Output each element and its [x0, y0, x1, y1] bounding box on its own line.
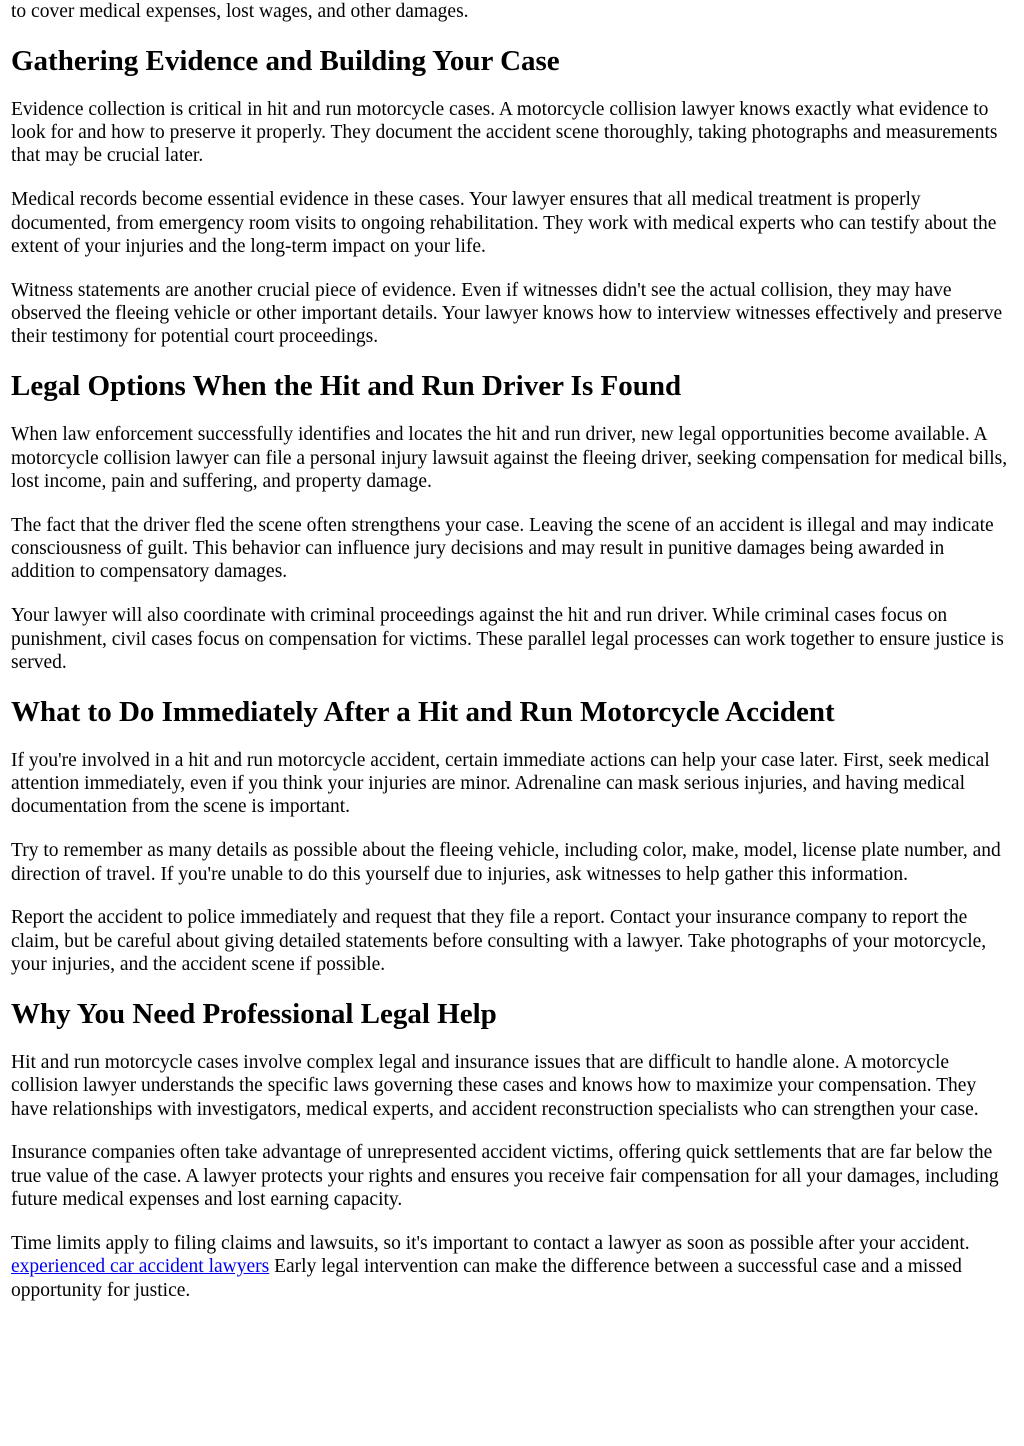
- intro-paragraph-tail: to cover medical expenses, lost wages, and other damages.: [11, 1, 469, 22]
- experienced-car-accident-lawyers-link[interactable]: experienced car accident lawyers: [11, 1256, 270, 1278]
- paragraph: Report the accident to police immediately and request that they file a report. Contact your insurance company to report the claim, but be careful about giving detailed statements before consulting with a lawyer. Take photographs of your motorcycle, your injuries, and the accident scene if possible.: [11, 907, 987, 976]
- heading-why-legal-help: Why You Need Professional Legal Help: [11, 997, 497, 1030]
- paragraph: Insurance companies often take advantage of unrepresented accident victims, offering quick settlements that are far below the true value of the case. A lawyer protects your rights and ensures you receive fair compensation for all your damages, including future medical expenses and lost earning capacity.: [11, 1142, 999, 1211]
- final-paragraph: [11, 1232, 1013, 1302]
- paragraph: Hit and run motorcycle cases involve complex legal and insurance issues that are difficult to handle alone. A motorcycle collision lawyer understands the specific laws governing these cases and knows how to maximize your compensation. They have relationships with investigators, medical experts, and accident reconstruction specialists who can strengthen your case.: [11, 1051, 979, 1120]
- heading-legal-options: Legal Options When the Hit and Run Driver Is Found: [11, 370, 682, 403]
- paragraph: Try to remember as many details as possible about the fleeing vehicle, including color, make, model, license plate number, and direction of travel. If you're unable to do this yourself due to injuries, ask witnesses to help gather this information.: [11, 840, 1001, 885]
- paragraph: The fact that the driver fled the scene often strengthens your case. Leaving the scene of an accident is illegal and may indicate consciousness of guilt. This behavior can influence jury decisions and may result in punitive damages being awarded in addition to compensatory damages.: [11, 514, 994, 583]
- paragraph: Medical records become essential evidence in these cases. Your lawyer ensures that all medical treatment is properly documented, from emergency room visits to ongoing rehabilitation. They work with medical experts who can testify about the extent of your injuries and the long-term impact on your life.: [11, 189, 997, 257]
- paragraph: When law enforcement successfully identifies and locates the hit and run driver, new legal opportunities become available. A motorcycle collision lawyer can file a personal injury lawsuit against the fleeing driver, seeking compensation for medical bills, lost income, pain and suffering, and property damage.: [11, 424, 1008, 492]
- final-paragraph-before-link: Time limits apply to filing claims and lawsuits, so it's important to contact a lawyer as soon as possible after your accident.: [11, 1232, 970, 1254]
- paragraph: Witness statements are another crucial piece of evidence. Even if witnesses didn't see the actual collision, they may have observed the fleeing vehicle or other important details. Your lawyer knows how to interview witnesses effectively and preserve their testimony for potential court proceedings.: [11, 279, 1003, 348]
- paragraph: Your lawyer will also coordinate with criminal proceedings against the hit and run driver. While criminal cases focus on punishment, civil cases focus on compensation for victims. These parallel legal processes can work together to ensure justice is served.: [11, 605, 1004, 673]
- paragraph: If you're involved in a hit and run motorcycle accident, certain immediate actions can help your case later. First, seek medical attention immediately, even if you think your injuries are minor. Adrenaline can mask serious injuries, and having medical documentation from the scene is important.: [11, 749, 990, 818]
- heading-what-to-do: What to Do Immediately After a Hit and Run Motorcycle Accident: [11, 695, 835, 728]
- heading-gathering-evidence: Gathering Evidence and Building Your Case: [11, 44, 560, 77]
- paragraph: Evidence collection is critical in hit and run motorcycle cases. A motorcycle collision lawyer knows exactly what evidence to look for and how to preserve it properly. They document the accident scene thoroughly, taking photographs and measurements that may be crucial later.: [11, 98, 998, 167]
- final-paragraph-after-link: Early legal intervention can make the difference between a successful case and a missed opportunity for justice.: [11, 1256, 962, 1301]
